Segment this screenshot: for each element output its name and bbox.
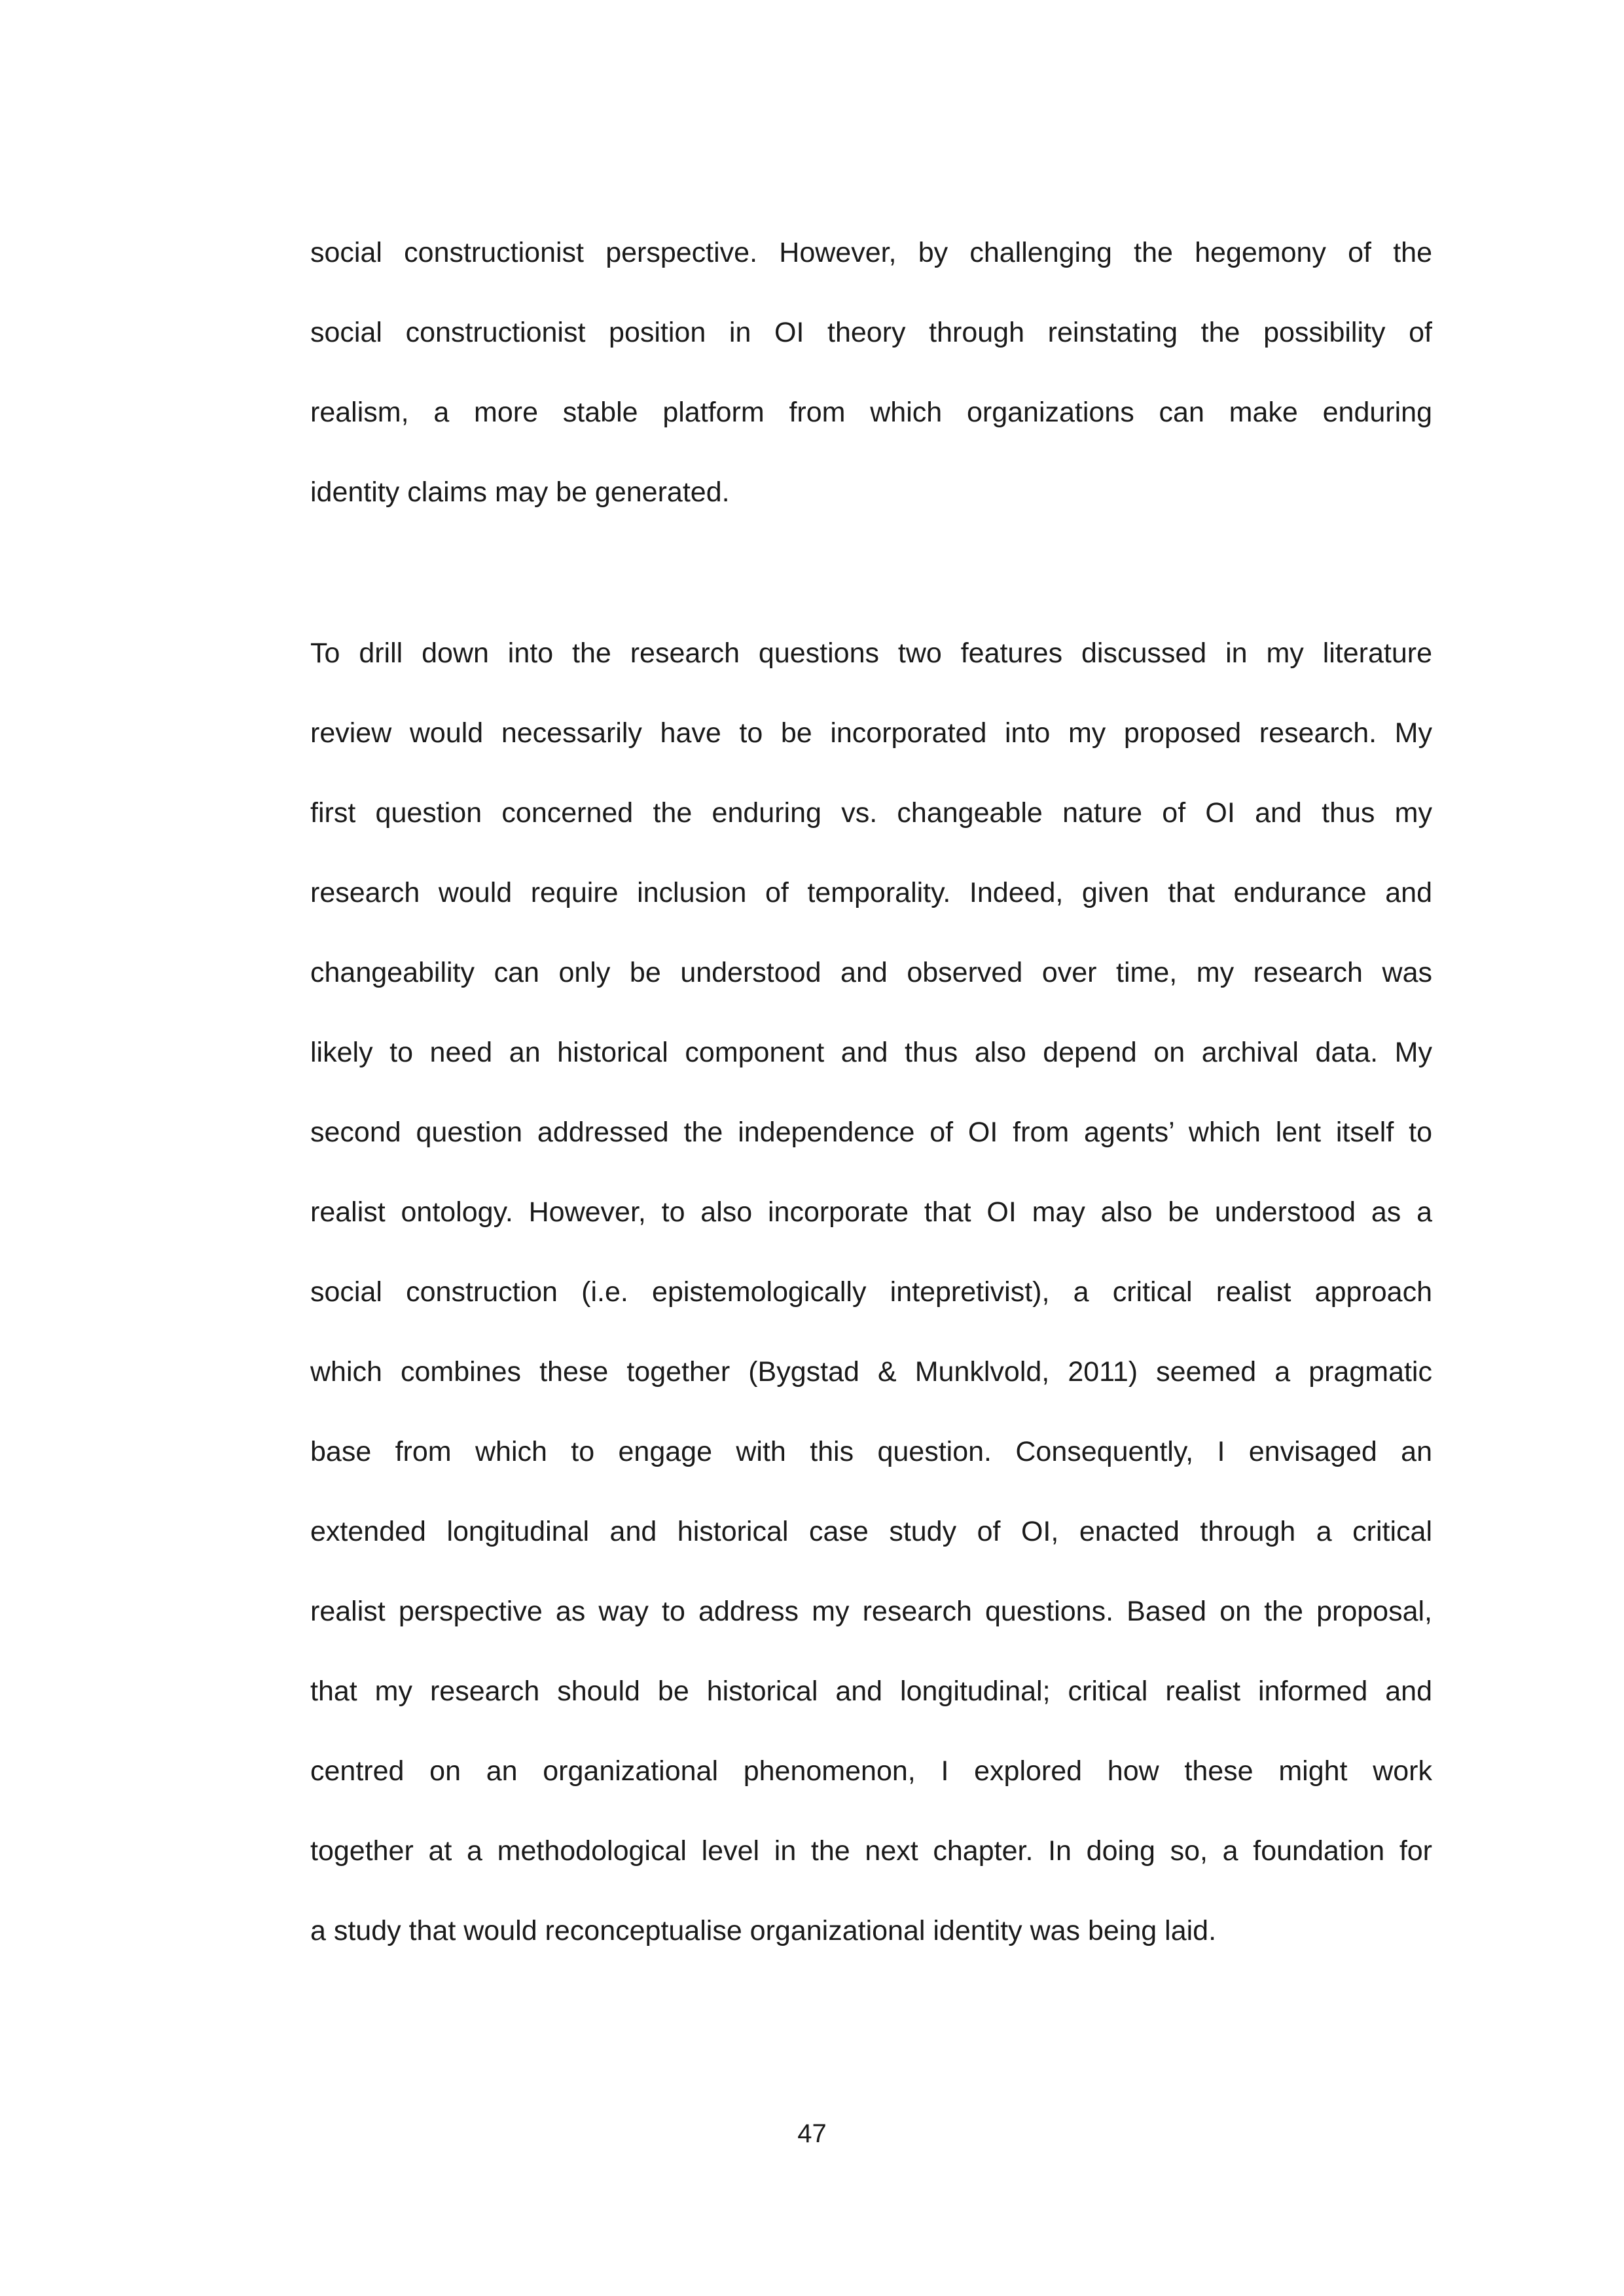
paragraph-line: base from which to engage with this question. Consequently, I envisaged an — [310, 1436, 1432, 1467]
paragraph-1 — [310, 213, 1432, 532]
paragraph-line: social construction (i.e. epistemologically intepretivist), a critical realist approach — [310, 1276, 1432, 1308]
paragraph-line: second question addressed the independence of OI from agents’ which lent itself to — [310, 1117, 1432, 1148]
paragraph-line: To drill down into the research questions two features discussed in my literature — [310, 637, 1432, 669]
page-number: 47 — [797, 2119, 827, 2148]
paragraph-line: centred on an organizational phenomenon, I explored how these might work — [310, 1755, 1432, 1787]
paragraph-line: identity claims may be generated. — [310, 476, 730, 508]
paragraph-line: extended longitudinal and historical case study of OI, enacted through a critical — [310, 1516, 1432, 1547]
paragraph-line: likely to need an historical component and thus also depend on archival data. My — [310, 1037, 1432, 1068]
paragraph-line: changeability can only be understood and observed over time, my research was — [310, 957, 1432, 988]
paragraph-line: social constructionist position in OI theory through reinstating the possibility of — [310, 317, 1432, 348]
paragraph-line: a study that would reconceptualise organizational identity was being laid. — [310, 1915, 1217, 1946]
paragraph-line: realist perspective as way to address my research questions. Based on the proposal, — [310, 1596, 1432, 1627]
paragraph-2 — [310, 613, 1432, 1971]
paragraph-line: review would necessarily have to be incorporated into my proposed research. My — [310, 717, 1432, 749]
paragraph-line: that my research should be historical and longitudinal; critical realist informed and — [310, 1676, 1432, 1707]
paragraph-line: realist ontology. However, to also incorporate that OI may also be understood as a — [310, 1196, 1432, 1228]
paragraph-line: research would require inclusion of temporality. Indeed, given that endurance and — [310, 877, 1432, 908]
paragraph-line: realism, a more stable platform from which organizations can make enduring — [310, 397, 1432, 428]
paragraph-line: first question concerned the enduring vs. changeable nature of OI and thus my — [310, 797, 1432, 829]
paragraph-line: social constructionist perspective. However, by challenging the hegemony of the — [310, 237, 1432, 268]
paragraph-line: which combines these together (Bygstad & Munklvold, 2011) seemed a pragmatic — [310, 1356, 1432, 1388]
paragraph-line: together at a methodological level in the next chapter. In doing so, a foundation for — [310, 1835, 1432, 1867]
